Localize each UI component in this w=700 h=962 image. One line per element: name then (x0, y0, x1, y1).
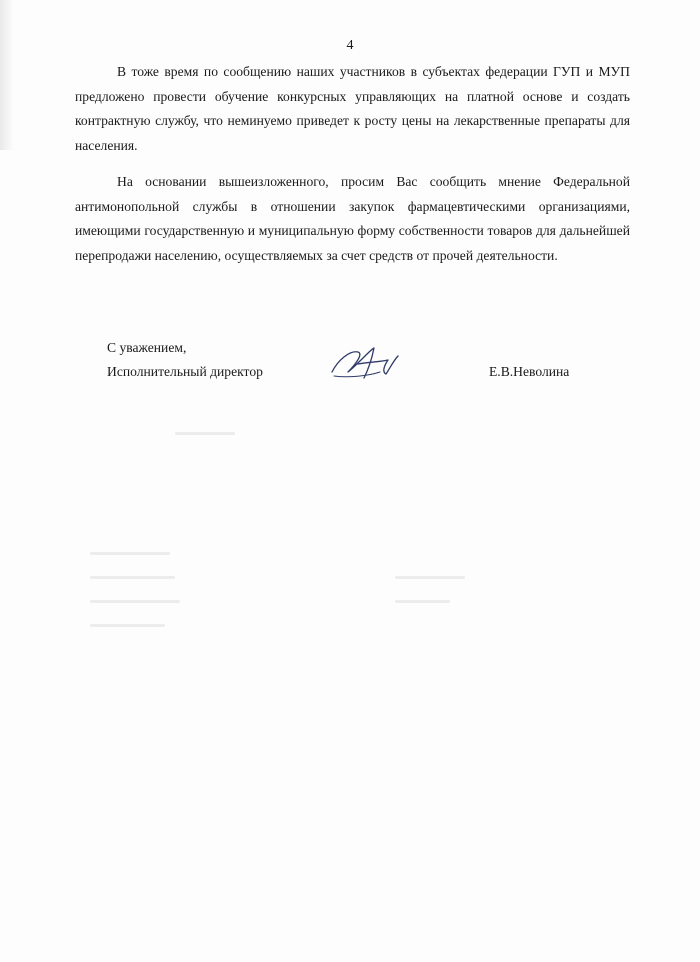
letter-body (75, 60, 630, 280)
bleed-through-mark (395, 600, 450, 603)
bleed-through-mark (90, 576, 175, 579)
closing-salutation: С уважением, (107, 340, 187, 355)
bleed-through-mark (395, 576, 465, 579)
handwritten-signature (328, 342, 408, 384)
bleed-through-mark (90, 600, 180, 603)
page-number: 4 (346, 38, 354, 53)
paragraph: В тоже время по сообщению наших участников в субъектах федерации ГУП и МУП предложено провести обучение конкурсных управляющих на платной основе и создать контрактную службу, что неминуемо приведет к росту цены на лекарственные препараты для населения. (75, 64, 630, 153)
scan-shadow (0, 0, 14, 150)
paragraph: На основании вышеизложенного, просим Вас сообщить мнение Федеральной антимонопольной службы в отношении закупок фармацевтическими организациями, имеющими государственную и муниципальную форму собственности товаров для дальнейшей перепродажи населению, осуществляемых за счет средств от прочей деятельности. (75, 174, 630, 263)
bleed-through-mark (90, 552, 170, 555)
signer-name: Е.В.Неволина (489, 364, 570, 379)
signer-position: Исполнительный директор (107, 364, 263, 379)
bleed-through-mark (90, 624, 165, 627)
bleed-through-mark (175, 432, 235, 435)
